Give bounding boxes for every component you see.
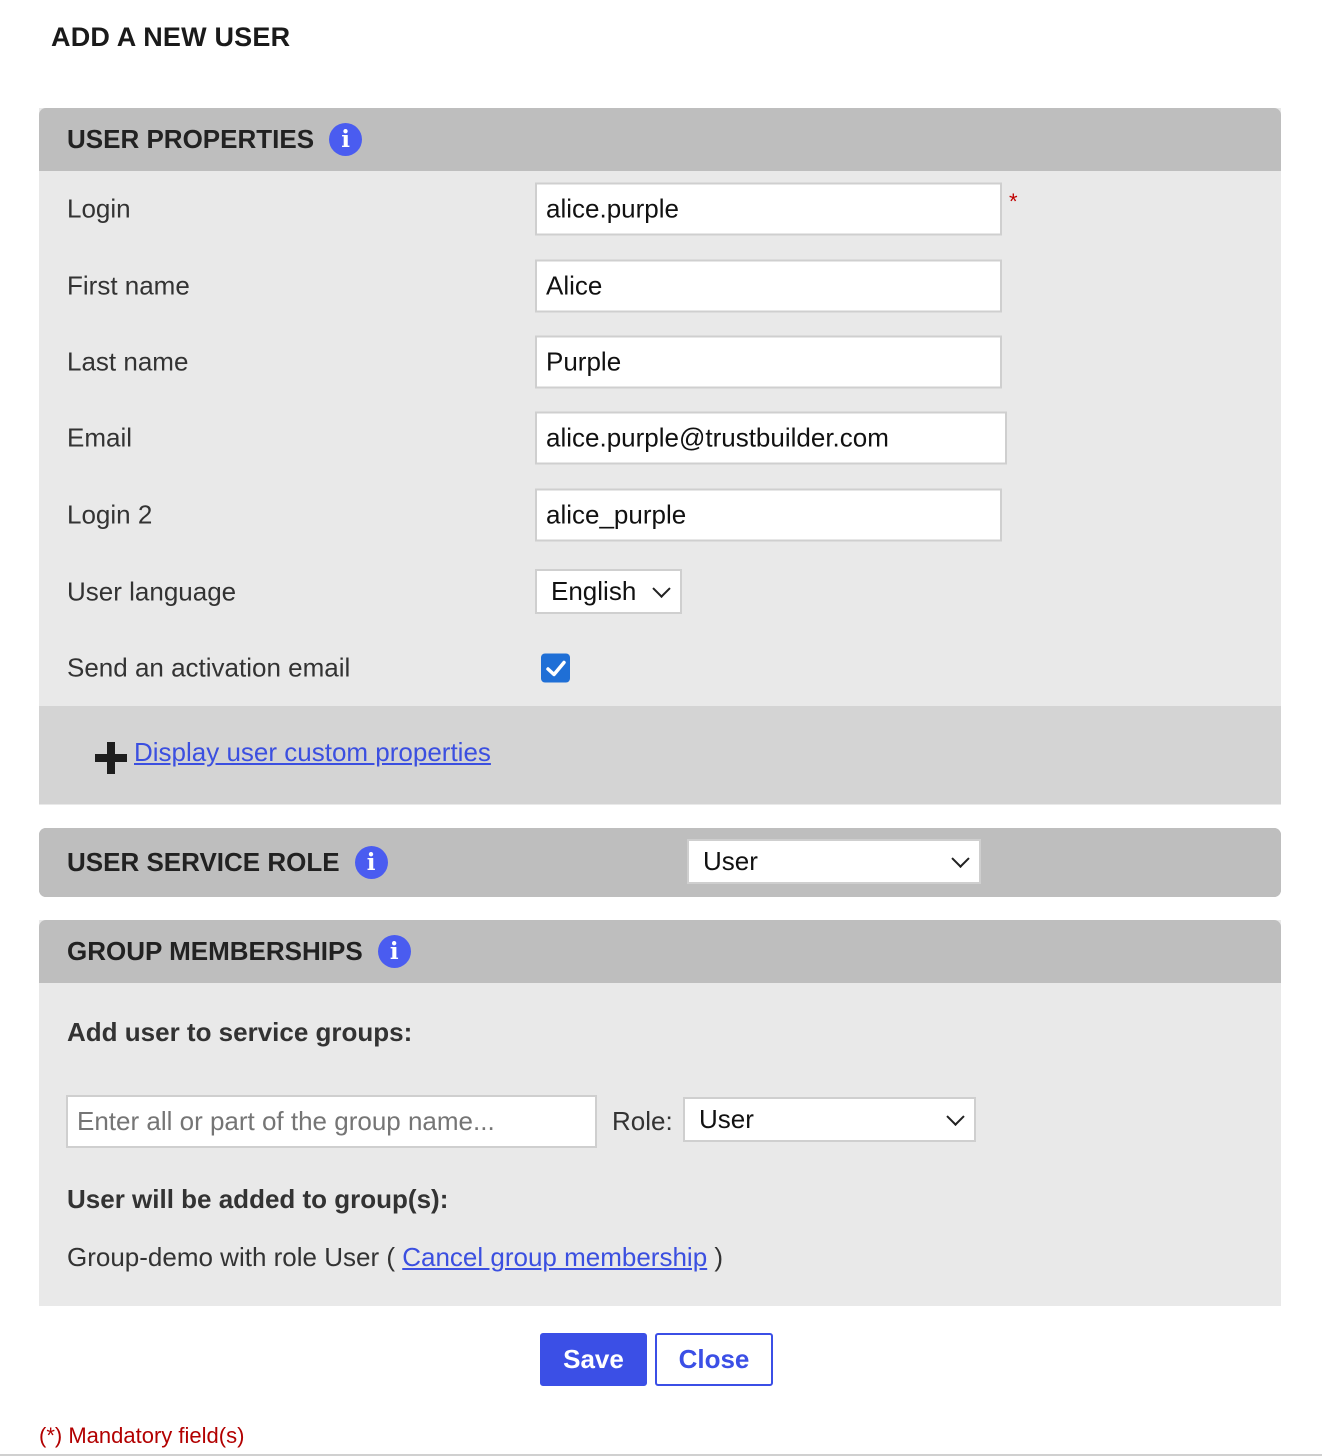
info-icon[interactable]: i [378,935,411,968]
checkmark-icon [545,657,567,679]
user-properties-title: USER PROPERTIES [67,124,315,154]
activation-label: Send an activation email [67,652,351,683]
group-memberships-title: GROUP MEMBERSHIPS [67,936,363,966]
login-label: Login [67,193,131,224]
first-name-row [39,256,1281,316]
language-row [39,562,1281,622]
email-input[interactable] [535,412,1007,465]
last-name-input[interactable] [535,336,1002,389]
group-memberships-header [39,920,1281,983]
info-icon[interactable]: i [329,123,362,156]
membership-item [67,1242,723,1273]
service-role-title: USER SERVICE ROLE [67,847,340,877]
added-groups-label: User will be added to group(s): [67,1184,449,1214]
group-role-select[interactable] [683,1097,976,1142]
membership-text: Group-demo with role User ( [67,1242,395,1272]
service-role-section [39,828,1281,897]
email-row [39,408,1281,468]
login2-input[interactable] [535,489,1002,542]
group-memberships-section [39,920,1281,1306]
membership-close-paren: ) [714,1242,724,1272]
activation-row [39,638,1281,698]
close-button[interactable]: Close [655,1333,773,1386]
plus-icon[interactable] [95,742,127,774]
login2-label: Login 2 [67,499,153,530]
chevron-down-icon [951,849,969,867]
login2-row [39,485,1281,545]
chevron-down-icon [652,579,670,597]
last-name-label: Last name [67,346,189,377]
language-select[interactable] [535,569,682,614]
display-custom-properties-link[interactable]: Display user custom properties [134,737,491,767]
user-properties-header [39,108,1281,171]
add-to-groups-label: Add user to service groups: [67,1017,413,1047]
language-label: User language [67,576,237,607]
login-input[interactable] [535,183,1002,236]
required-marker: * [1009,189,1018,214]
user-properties-section [39,108,1281,805]
info-icon[interactable]: i [355,846,388,879]
language-value: English [551,576,637,606]
email-label: Email [67,422,133,453]
mandatory-note: (*) Mandatory field(s) [39,1423,245,1448]
login-row [39,179,1281,239]
service-role-value: User [703,846,758,876]
group-search-input[interactable] [66,1095,597,1148]
save-button[interactable]: Save [540,1333,647,1386]
service-role-header [39,828,1281,897]
first-name-input[interactable] [535,260,1002,313]
last-name-row [39,332,1281,392]
chevron-down-icon [946,1107,964,1125]
group-role-value: User [699,1104,754,1134]
activation-checkbox[interactable] [541,654,570,683]
first-name-label: First name [67,270,190,301]
cancel-membership-link[interactable]: Cancel group membership [402,1242,708,1272]
custom-properties-panel [39,706,1281,804]
group-role-label: Role: [612,1106,673,1136]
service-role-select[interactable] [687,839,981,884]
page-title: ADD A NEW USER [51,22,291,52]
